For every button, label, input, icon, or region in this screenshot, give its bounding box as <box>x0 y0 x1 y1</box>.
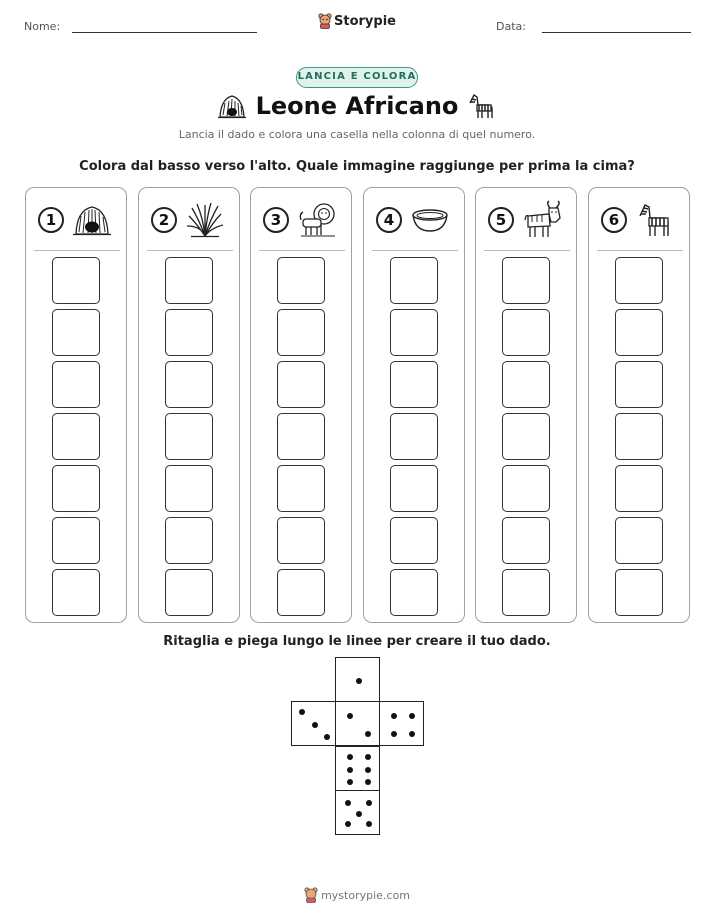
column-5 <box>475 187 577 623</box>
color-cell[interactable] <box>390 517 438 564</box>
die-face-5 <box>335 790 380 835</box>
color-cell[interactable] <box>615 361 663 408</box>
color-cell[interactable] <box>277 517 325 564</box>
color-cell[interactable] <box>277 465 325 512</box>
color-cell[interactable] <box>390 361 438 408</box>
column-header <box>488 200 566 240</box>
wildebeest-icon <box>522 200 566 240</box>
bear-logo-icon <box>304 887 318 903</box>
color-cell[interactable] <box>277 413 325 460</box>
die-pip <box>347 713 353 719</box>
column-header <box>601 200 679 240</box>
die-pip <box>324 734 330 740</box>
date-line <box>542 32 691 33</box>
name-label: Nome: <box>24 20 61 33</box>
footer <box>0 887 714 903</box>
color-cell[interactable] <box>165 517 213 564</box>
bush-cave-icon <box>72 200 112 240</box>
bear-logo-icon <box>318 13 332 29</box>
color-cell[interactable] <box>502 517 550 564</box>
color-cell[interactable] <box>277 361 325 408</box>
color-cell[interactable] <box>502 569 550 616</box>
die-pip <box>366 800 372 806</box>
die-face-4 <box>379 701 424 746</box>
die-pip <box>365 754 371 760</box>
column-divider <box>259 250 345 251</box>
color-cell[interactable] <box>165 465 213 512</box>
column-divider <box>372 250 458 251</box>
footer-url: mystorypie.com <box>321 889 410 902</box>
color-cell[interactable] <box>502 309 550 356</box>
name-line <box>72 32 257 33</box>
color-cell[interactable] <box>390 257 438 304</box>
column-6 <box>588 187 690 623</box>
date-label: Data: <box>496 20 526 33</box>
die-face-3 <box>291 701 336 746</box>
color-cell[interactable] <box>615 257 663 304</box>
color-cell[interactable] <box>390 309 438 356</box>
activity-badge: LANCIA E COLORA <box>296 67 418 88</box>
color-cell[interactable] <box>502 465 550 512</box>
water-bowl-icon <box>410 200 450 240</box>
color-cell[interactable] <box>52 361 100 408</box>
column-number: 2 <box>151 207 177 233</box>
die-pip <box>365 767 371 773</box>
zebra-icon <box>466 91 496 121</box>
brand-name: Storypie <box>334 14 396 29</box>
die-face-6 <box>335 746 380 791</box>
color-cell[interactable] <box>390 569 438 616</box>
column-4 <box>363 187 465 623</box>
die-face-1 <box>335 657 380 702</box>
color-cell[interactable] <box>615 309 663 356</box>
column-2 <box>138 187 240 623</box>
color-cell[interactable] <box>52 517 100 564</box>
color-cell[interactable] <box>390 413 438 460</box>
column-1 <box>25 187 127 623</box>
color-cell[interactable] <box>52 413 100 460</box>
die-pip <box>299 709 305 715</box>
die-pip <box>312 722 318 728</box>
column-divider <box>597 250 683 251</box>
color-cell[interactable] <box>52 569 100 616</box>
die-pip <box>365 731 371 737</box>
column-number: 6 <box>601 207 627 233</box>
color-cell[interactable] <box>277 257 325 304</box>
lion-icon <box>297 200 339 240</box>
column-divider <box>34 250 120 251</box>
column-divider <box>147 250 233 251</box>
die-pip <box>347 754 353 760</box>
die-pip <box>409 713 415 719</box>
brand-logo <box>0 13 714 29</box>
color-cell[interactable] <box>52 257 100 304</box>
color-cell[interactable] <box>502 361 550 408</box>
column-header <box>38 200 116 240</box>
column-number: 3 <box>263 207 289 233</box>
color-cell[interactable] <box>165 257 213 304</box>
column-number: 1 <box>38 207 64 233</box>
die-pip <box>365 779 371 785</box>
page-subtitle: Lancia il dado e colora una casella nella colonna di quel numero. <box>178 128 536 141</box>
die-pip <box>391 731 397 737</box>
color-cell[interactable] <box>502 257 550 304</box>
column-header <box>151 200 229 240</box>
die-pip <box>356 678 362 684</box>
cut-instruction: Ritaglia e piega lungo le linee per creare il tuo dado. <box>163 634 551 649</box>
die-pip <box>366 821 372 827</box>
coloring-instruction: Colora dal basso verso l'alto. Quale immagine raggiunge per prima la cima? <box>79 159 635 174</box>
color-cell[interactable] <box>165 413 213 460</box>
column-header <box>376 200 454 240</box>
color-cell[interactable] <box>52 465 100 512</box>
page-title: Leone Africano <box>255 92 459 120</box>
color-cell[interactable] <box>165 309 213 356</box>
color-cell[interactable] <box>615 517 663 564</box>
color-cell[interactable] <box>165 569 213 616</box>
color-cell[interactable] <box>165 361 213 408</box>
die-pip <box>347 767 353 773</box>
color-cell[interactable] <box>277 309 325 356</box>
color-cell[interactable] <box>502 413 550 460</box>
zebra-icon <box>635 200 675 240</box>
column-number: 4 <box>376 207 402 233</box>
column-divider <box>484 250 570 251</box>
die-face-2 <box>335 701 380 746</box>
die-pip <box>391 713 397 719</box>
color-cell[interactable] <box>615 465 663 512</box>
grass-tuft-icon <box>185 200 225 240</box>
die-pip <box>345 800 351 806</box>
column-3 <box>250 187 352 623</box>
die-pip <box>347 779 353 785</box>
die-pip <box>345 821 351 827</box>
column-number: 5 <box>488 207 514 233</box>
die-pip <box>409 731 415 737</box>
color-cell[interactable] <box>615 569 663 616</box>
color-cell[interactable] <box>615 413 663 460</box>
color-cell[interactable] <box>390 465 438 512</box>
die-pip <box>356 811 362 817</box>
color-cell[interactable] <box>52 309 100 356</box>
column-header <box>263 200 341 240</box>
color-cell[interactable] <box>277 569 325 616</box>
